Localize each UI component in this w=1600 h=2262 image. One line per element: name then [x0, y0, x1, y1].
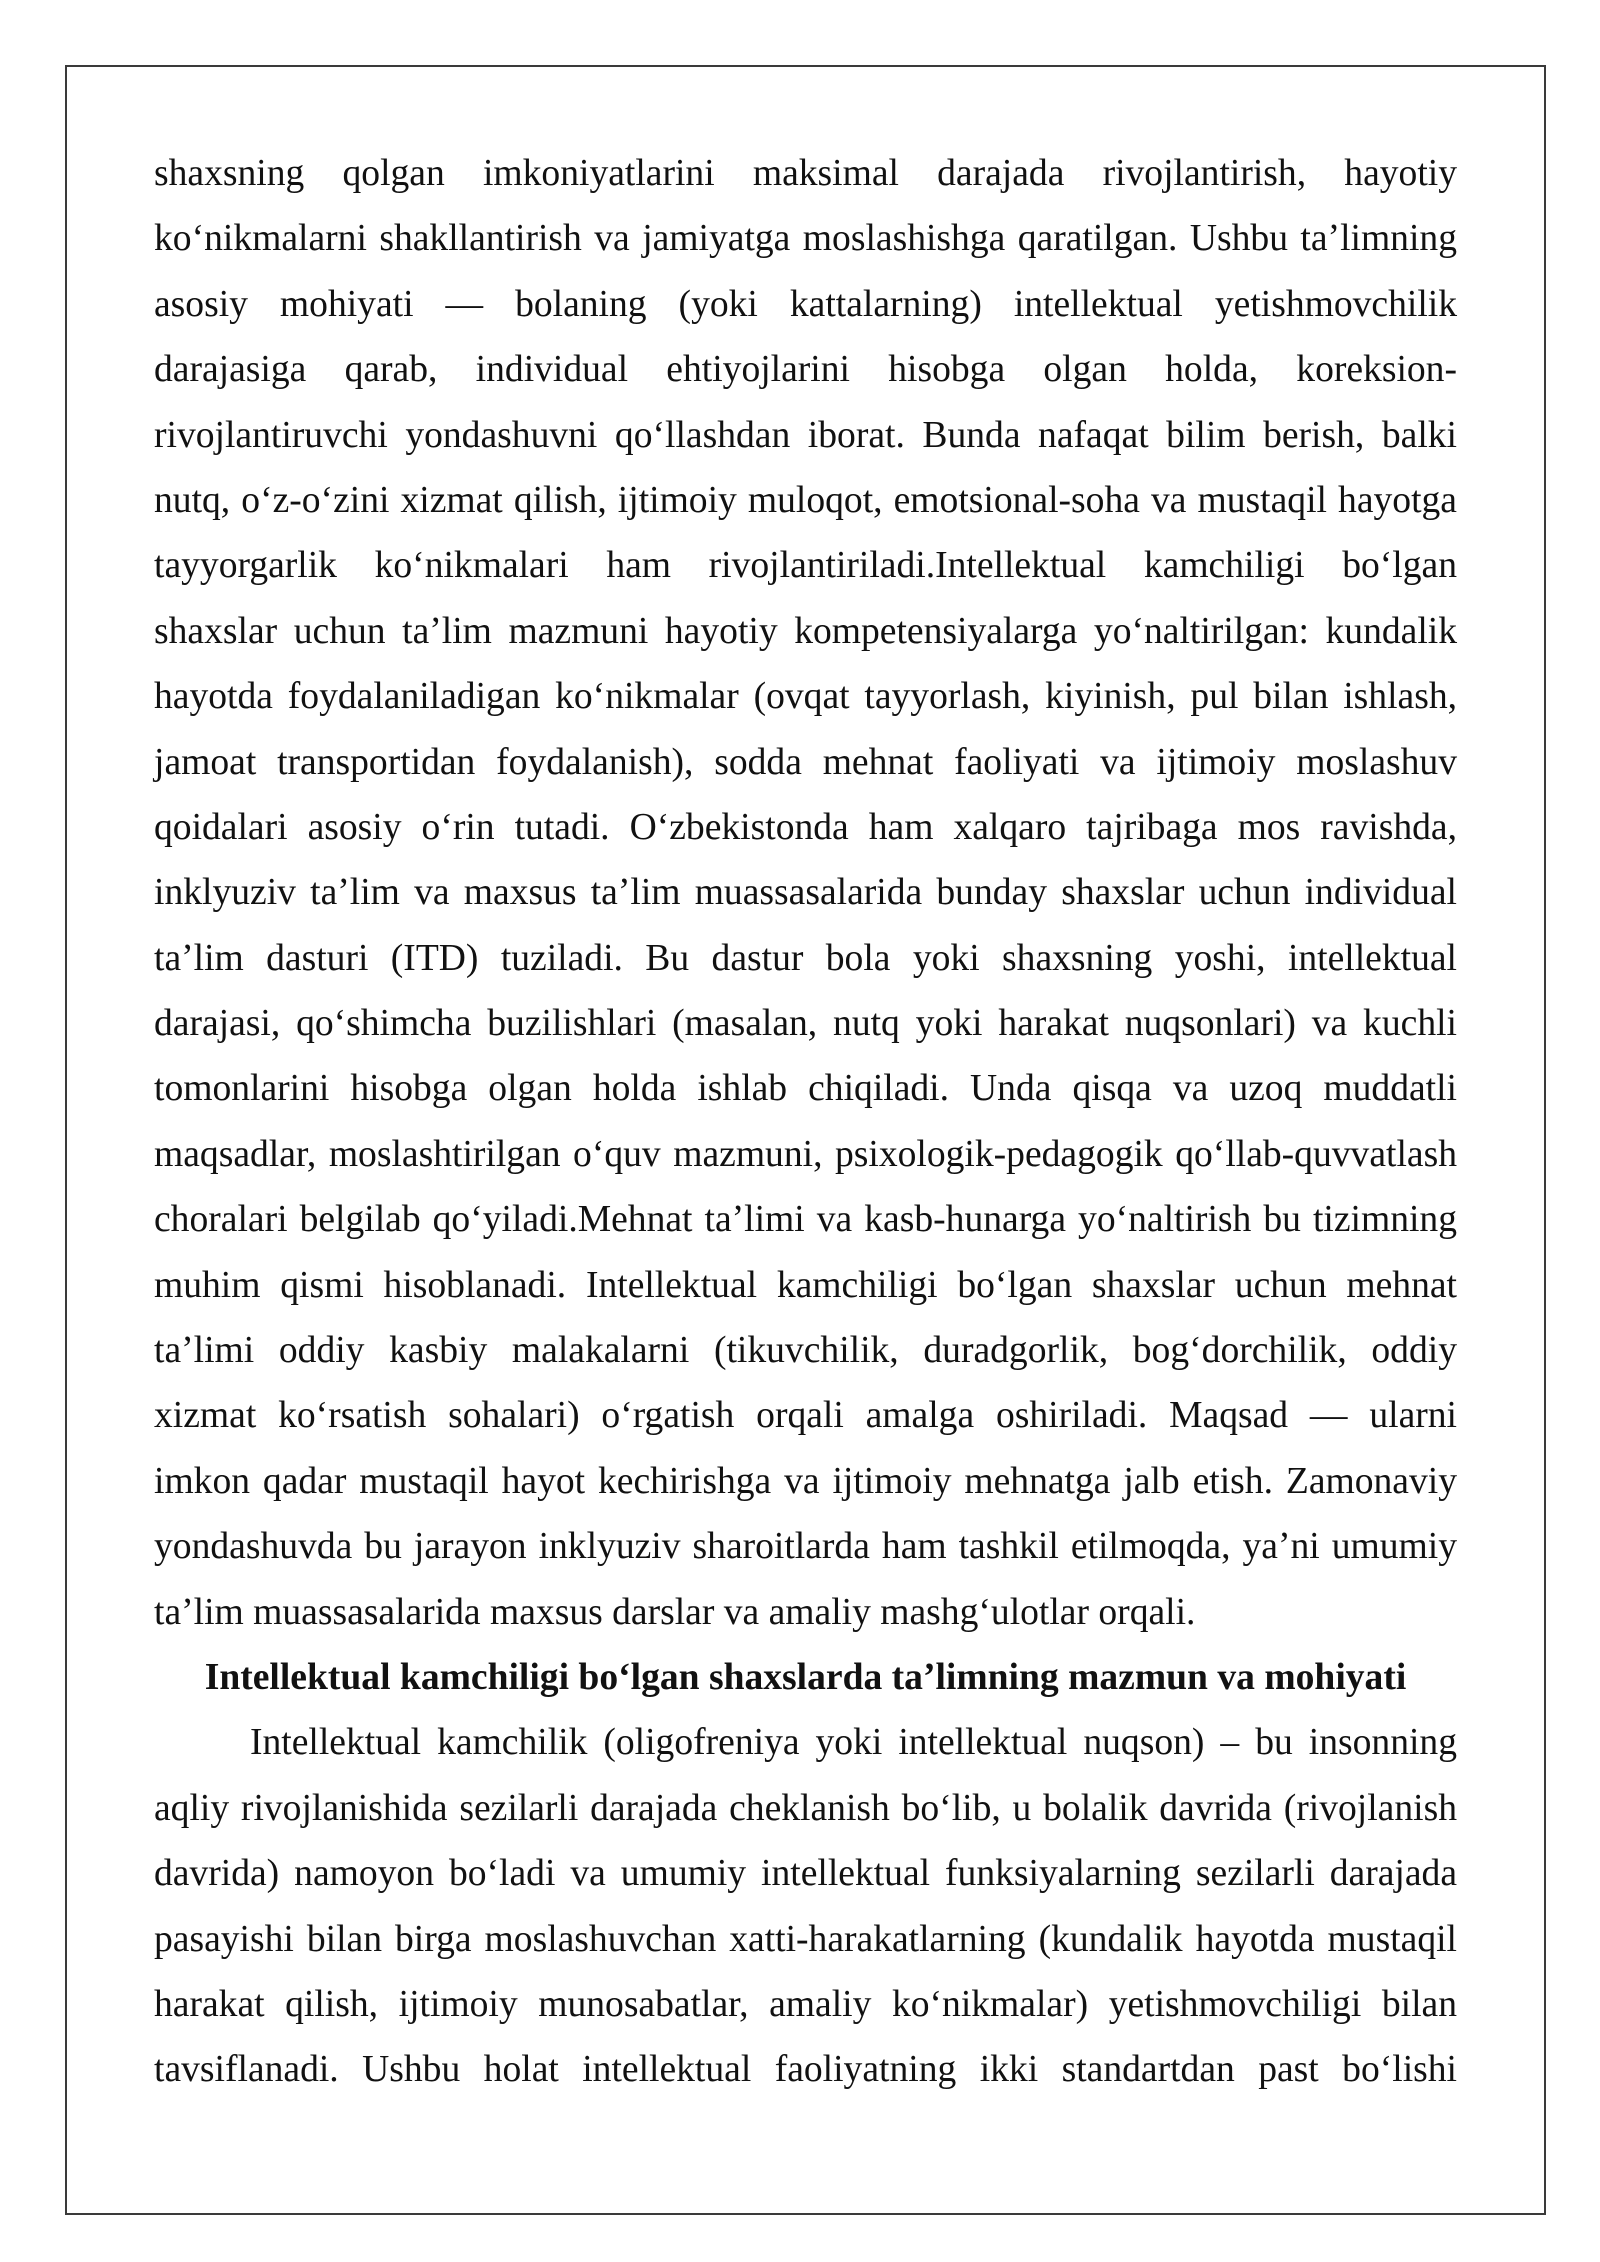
line-text: asosiy mohiyati — bolaning (yoki kattalarning) intellektual yetishmovchilik	[154, 283, 1457, 325]
line-text: pasayishi bilan birga moslashuvchan xatti-harakatlarning (kundalik hayotda mustaqil	[154, 1918, 1457, 1960]
body-text-line	[154, 926, 1457, 991]
body-text-line	[154, 1580, 1457, 1645]
body-text-line	[154, 272, 1457, 337]
line-text: maqsadlar, moslashtirilgan oʻquv mazmuni, psixologik-pedagogik qoʻllab-quvvatlash	[154, 1133, 1457, 1175]
body-text-line	[154, 1776, 1457, 1841]
line-text: Intellektual kamchilik (oligofreniya yoki intellektual nuqson) – bu insonning	[250, 1722, 1457, 1764]
line-text: tayyorgarlik koʻnikmalari ham rivojlantiriladi.Intellektual kamchiligi boʻlgan	[154, 545, 1457, 587]
body-text-line	[154, 403, 1457, 468]
body-text-line	[154, 1907, 1457, 1972]
body-text-line	[154, 141, 1457, 206]
body-text-line	[154, 533, 1457, 598]
body-text-line	[154, 337, 1457, 402]
body-text-line	[154, 1318, 1457, 1383]
body-text-line	[154, 2037, 1457, 2102]
body-text-line	[154, 991, 1457, 1056]
body-text-line	[154, 1972, 1457, 2037]
line-text: harakat qilish, ijtimoiy munosabatlar, amaliy koʻnikmalar) yetishmovchiligi bilan	[154, 1983, 1457, 2025]
line-text: imkon qadar mustaqil hayot kechirishga va ijtimoiy mehnatga jalb etish. Zamonaviy	[154, 1460, 1457, 1502]
line-text: shaxsning qolgan imkoniyatlarini maksimal darajada rivojlantirish, hayotiy	[154, 153, 1457, 194]
body-text-line	[154, 1514, 1457, 1579]
body-text-line	[154, 468, 1457, 533]
body-text-line	[154, 1122, 1457, 1187]
body-text-line	[154, 1710, 1457, 1775]
line-text: koʻnikmalarni shakllantirish va jamiyatga moslashishga qaratilgan. Ushbu taʼlimning	[154, 218, 1457, 260]
line-text: taʼlim dasturi (ITD) tuziladi. Bu dastur bola yoki shaxsning yoshi, intellektual	[154, 937, 1457, 979]
line-text: hayotda foydalaniladigan koʻnikmalar (ovqat tayyorlash, kiyinish, pul bilan ishlash,	[154, 676, 1457, 718]
body-text-line	[154, 1056, 1457, 1121]
line-text: darajasi, qoʻshimcha buzilishlari (masalan, nutq yoki harakat nuqsonlari) va kuchli	[154, 1003, 1457, 1045]
body-text-line	[154, 1841, 1457, 1906]
line-text: yondashuvda bu jarayon inklyuziv sharoitlarda ham tashkil etilmoqda, yaʼni umumiy	[154, 1526, 1457, 1568]
line-text: darajasiga qarab, individual ehtiyojlarini hisobga olgan holda, koreksion-	[154, 349, 1457, 391]
line-text: aqliy rivojlanishida sezilarli darajada cheklanish boʻlib, u bolalik davrida (rivojlanish	[154, 1787, 1457, 1829]
body-text-line	[154, 1449, 1457, 1514]
body-text-line	[154, 730, 1457, 795]
line-text: tomonlarini hisobga olgan holda ishlab chiqiladi. Unda qisqa va uzoq muddatli	[154, 1068, 1457, 1110]
line-text: jamoat transportidan foydalanish), sodda mehnat faoliyati va ijtimoiy moslashuv	[154, 741, 1457, 783]
line-text: davrida) namoyon boʻladi va umumiy intellektual funksiyalarning sezilarli darajada	[154, 1853, 1457, 1895]
line-text: xizmat koʻrsatish sohalari) oʻrgatish orqali amalga oshiriladi. Maqsad — ularni	[154, 1395, 1457, 1437]
line-text: inklyuziv taʼlim va maxsus taʼlim muassasalarida bunday shaxslar uchun individual	[154, 872, 1457, 914]
line-text: tavsiflanadi. Ushbu holat intellektual faoliyatning ikki standartdan past boʻlishi	[154, 2049, 1457, 2091]
body-text-line	[154, 664, 1457, 729]
section-heading-text: Intellektual kamchiligi boʻlgan shaxslarda taʼlimning mazmun va mohiyati	[204, 1656, 1407, 1698]
document-body	[154, 141, 1457, 2103]
line-text: qoidalari asosiy oʻrin tutadi. Oʻzbekistonda ham xalqaro tajribaga mos ravishda,	[154, 806, 1457, 848]
line-text: taʼlim muassasalarida maxsus darslar va amaliy mashgʻulotlar orqali.	[154, 1591, 1196, 1633]
body-text-line	[154, 1187, 1457, 1252]
line-text: choralari belgilab qoʻyiladi.Mehnat taʼlimi va kasb-hunarga yoʻnaltirish bu tizimning	[154, 1199, 1457, 1241]
body-text-line	[154, 1253, 1457, 1318]
line-text: rivojlantiruvchi yondashuvni qoʻllashdan iborat. Bunda nafaqat bilim berish, balki	[154, 414, 1457, 456]
line-text: muhim qismi hisoblanadi. Intellektual kamchiligi boʻlgan shaxslar uchun mehnat	[154, 1264, 1457, 1306]
line-text: nutq, oʻz-oʻzini xizmat qilish, ijtimoiy muloqot, emotsional-soha va mustaqil hayotga	[154, 479, 1457, 521]
body-text-line	[154, 206, 1457, 271]
body-text-line	[154, 599, 1457, 664]
line-text: shaxslar uchun taʼlim mazmuni hayotiy kompetensiyalarga yoʻnaltirilgan: kundalik	[154, 610, 1457, 652]
body-text-line	[154, 795, 1457, 860]
line-text: taʼlimi oddiy kasbiy malakalarni (tikuvchilik, duradgorlik, bogʻdorchilik, oddiy	[154, 1330, 1457, 1372]
section-heading	[154, 1645, 1457, 1710]
body-text-line	[154, 1383, 1457, 1448]
body-text-line	[154, 860, 1457, 925]
